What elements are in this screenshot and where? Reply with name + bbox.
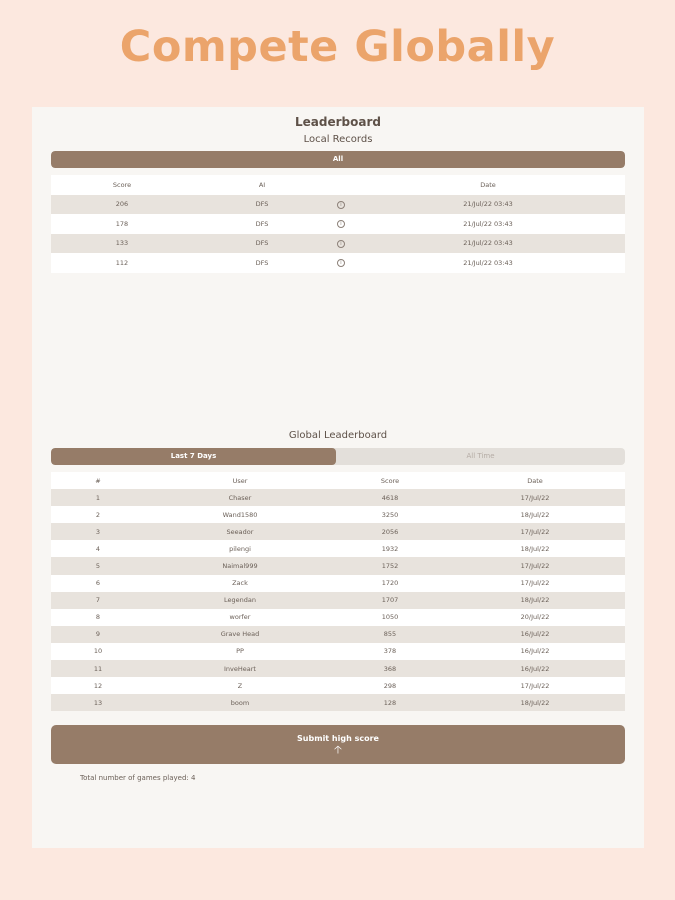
score-cell: 3250: [381, 510, 399, 519]
rank-cell: 2: [95, 510, 101, 519]
user-cell: Wand1580: [222, 510, 258, 519]
score-cell: 1752: [381, 562, 399, 571]
date-cell: 16/Jul/22: [520, 647, 550, 656]
score-cell: 128: [383, 698, 397, 707]
score-cell: 133: [115, 239, 129, 248]
date-cell: 17/Jul/22: [520, 579, 550, 588]
date-cell: 21/Jul/22 03:43: [463, 219, 513, 228]
column-header-score: Score: [380, 476, 400, 485]
arrow-up-icon: 🡡: [334, 743, 342, 756]
info-cell: [331, 253, 351, 273]
score-cell: 2056: [381, 527, 399, 536]
table-row: [51, 506, 625, 523]
date-cell: 17/Jul/22: [520, 493, 550, 502]
column-header-info: [331, 175, 351, 195]
rank-cell: 8: [95, 613, 101, 622]
score-cell: 1707: [381, 596, 399, 605]
score-cell: 112: [115, 258, 129, 267]
column-header-ai: AI: [258, 180, 266, 189]
column-header-date: Date: [480, 180, 496, 189]
rank-cell: 10: [93, 647, 103, 656]
user-cell: Seeador: [226, 527, 254, 536]
table-header-row: [51, 472, 625, 489]
headline: Compete Globally: [119, 22, 556, 72]
global-period-segment: [51, 448, 625, 465]
rank-cell: 5: [95, 562, 101, 571]
column-header-rank: #: [95, 476, 101, 485]
table-row: [51, 234, 625, 254]
rank-cell: 4: [95, 544, 101, 553]
table-row: [51, 660, 625, 677]
rank-cell: 11: [93, 664, 103, 673]
app-screen: [32, 107, 644, 848]
rank-cell: 12: [93, 681, 103, 690]
table-row: [51, 523, 625, 540]
info-icon[interactable]: i: [337, 220, 345, 228]
date-cell: 18/Jul/22: [520, 596, 550, 605]
info-cell: [331, 234, 351, 254]
table-row: [51, 540, 625, 557]
date-cell: 16/Jul/22: [520, 630, 550, 639]
table-row: [51, 626, 625, 643]
ai-cell: DFS: [255, 239, 269, 248]
score-cell: 1050: [381, 613, 399, 622]
score-cell: 378: [383, 647, 397, 656]
ai-cell: DFS: [255, 219, 269, 228]
user-cell: Z: [237, 681, 243, 690]
date-cell: 17/Jul/22: [520, 562, 550, 571]
table-row: [51, 253, 625, 273]
rank-cell: 9: [95, 630, 101, 639]
score-cell: 206: [115, 200, 129, 209]
column-header-score: Score: [112, 180, 132, 189]
rank-cell: 3: [95, 527, 101, 536]
user-cell: worfer: [229, 613, 251, 622]
submit-label: Submit high score: [297, 734, 379, 743]
user-cell: pilengi: [229, 544, 251, 553]
date-cell: 18/Jul/22: [520, 544, 550, 553]
table-row: [51, 609, 625, 626]
info-icon[interactable]: i: [337, 201, 345, 209]
column-header-user: User: [232, 476, 248, 485]
table-row: [51, 694, 625, 711]
date-cell: 18/Jul/22: [520, 510, 550, 519]
tab-all-time[interactable]: All Time: [466, 452, 495, 460]
local-records-title: Local Records: [303, 134, 373, 145]
table-row: [51, 214, 625, 234]
date-cell: 21/Jul/22 03:43: [463, 200, 513, 209]
local-filter-segment: [51, 151, 625, 168]
date-cell: 21/Jul/22 03:43: [463, 239, 513, 248]
filter-all-button[interactable]: All: [51, 151, 625, 168]
tab-last-7-days[interactable]: Last 7 Days: [51, 448, 336, 465]
date-cell: 20/Jul/22: [520, 613, 550, 622]
date-cell: 17/Jul/22: [520, 681, 550, 690]
ai-cell: DFS: [255, 200, 269, 209]
global-leaderboard-table: [51, 472, 625, 711]
total-games-played: Total number of games played: 4: [80, 774, 196, 782]
user-cell: PP: [236, 647, 244, 656]
date-cell: 16/Jul/22: [520, 664, 550, 673]
rank-cell: 13: [93, 698, 103, 707]
rank-cell: 7: [95, 596, 101, 605]
local-records-table: [51, 175, 625, 273]
score-cell: 1932: [381, 544, 399, 553]
date-cell: 18/Jul/22: [520, 698, 550, 707]
user-cell: Naimal999: [222, 562, 258, 571]
info-cell: [331, 214, 351, 234]
user-cell: boom: [230, 698, 250, 707]
table-row: [51, 195, 625, 215]
submit-high-score-button[interactable]: [51, 725, 625, 764]
user-cell: Legendan: [224, 596, 256, 605]
table-header-row: [51, 175, 625, 195]
score-cell: 4618: [381, 493, 399, 502]
score-cell: 855: [383, 630, 397, 639]
table-row: [51, 557, 625, 574]
info-icon[interactable]: i: [337, 240, 345, 248]
user-cell: Grave Head: [220, 630, 260, 639]
page-title: Leaderboard: [295, 115, 381, 129]
date-cell: 21/Jul/22 03:43: [463, 258, 513, 267]
info-cell: [331, 195, 351, 215]
ai-cell: DFS: [255, 258, 269, 267]
table-row: [51, 677, 625, 694]
score-cell: 368: [383, 664, 397, 673]
rank-cell: 6: [95, 579, 101, 588]
table-row: [51, 643, 625, 660]
table-row: [51, 489, 625, 506]
info-icon[interactable]: i: [337, 259, 345, 267]
column-header-date: Date: [527, 476, 543, 485]
score-cell: 178: [115, 219, 129, 228]
date-cell: 17/Jul/22: [520, 527, 550, 536]
rank-cell: 1: [95, 493, 101, 502]
score-cell: 1720: [381, 579, 399, 588]
table-row: [51, 592, 625, 609]
global-leaderboard-title: Global Leaderboard: [288, 430, 388, 441]
score-cell: 298: [383, 681, 397, 690]
user-cell: Zack: [232, 579, 248, 588]
user-cell: InveHeart: [224, 664, 256, 673]
table-row: [51, 575, 625, 592]
user-cell: Chaser: [228, 493, 252, 502]
